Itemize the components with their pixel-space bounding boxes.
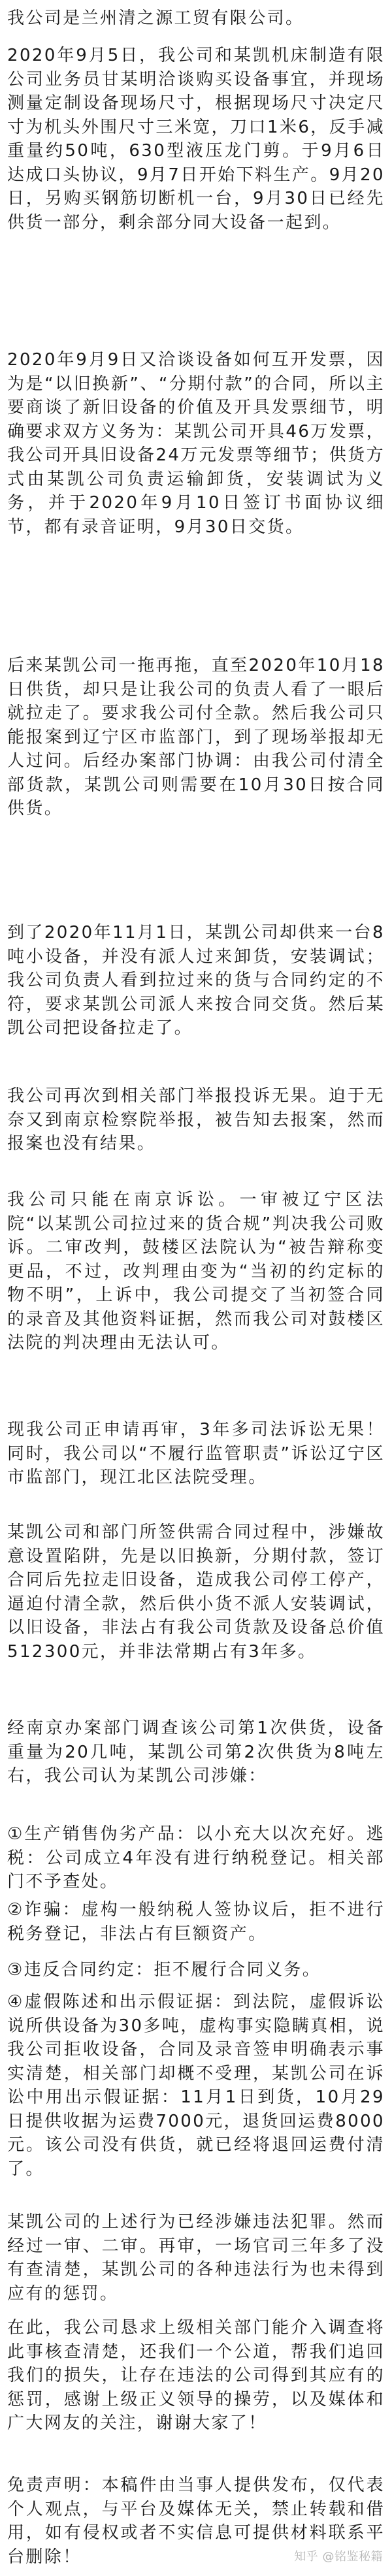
article-paragraph-6: 我公司再次到相关部门举报投诉无果。迫于无奈又到南京检察院举报，被告知去报案，然而报案也没有结果。 (7, 1086, 385, 1153)
article-paragraph-11: ①生产销售伪劣产品：以小充大以次充好。逃税：公司成立4年没有进行纳税登记。相关部门不予查处。 (7, 1824, 385, 1892)
article-paragraph-10: 经南京办案部门调查该公司第1次供货，设备重量为20几吨，某凯公司第2次供货为8吨左右，我公司认为某凯公司涉嫌： (7, 1718, 385, 1786)
article-paragraph-13: ③违反合同约定：拒不履行合同义务。 (7, 1960, 321, 1980)
article-paragraph-14: ④虚假陈述和出示假证据：到法院，虚假诉讼说所供设备为30多吨，虚构事实隐瞒真相，说我公司拒收设备，合同及录音签申明确表示事实清楚，相关部门却概不受理，某凯公司在诉讼中用出示假证据：11月1日到货，10月29日提供收据为运费7000元，退货回运费8000元。该公司没有供货，就已经将退回运费付清了。 (7, 1992, 385, 2179)
article-paragraph-4: 后来某凯公司一拖再拖，直至2020年10月18日供货，却只是让我公司的负责人看了一眼后就拉走了。要求我公司付全款。然后我公司只能报案到辽宁区市监部门，到了现场举报却无人过问。后经办案部门协调：由我公司付清全部货款，某凯公司则需要在10月30日按合同供货。 (7, 656, 385, 818)
article-paragraph-2: 2020年9月5日，我公司和某凯机床制造有限公司业务员甘某明洽谈购买设备事宜，并现场测量定制设备现场尺寸，根据现场尺寸决定尺寸为机头外围尺寸三米宽，刀口1米6，反手减重量约50吨，630型液压龙门剪。于9月6日达成口头协议，9月7日开始下料生产。9月20日，另购买钢筋切断机一台，9月30日已经先供货一部分，剩余部分同大设备一起到。 (7, 46, 385, 233)
article-paragraph-16: 在此，我公司恳求上级相关部门能介入调查将此事核查清楚，还我们一个公道，帮我们追回我们的损失，让存在违法的公司得到其应有的惩罚，感谢上级正义领导的操劳，以及媒体和广大网友的关注，谢谢大家了！ (7, 2318, 385, 2433)
zhihu-watermark: 知乎 @铭鉴秘籍 (294, 2550, 383, 2564)
article-paragraph-8: 现我公司正申请再审，3年多司法诉讼无果！同时，我公司以“不履行监管职责”诉讼辽宁区市监部门，现江北区法院受理。 (7, 1420, 385, 1487)
article-paragraph-9: 某凯公司和部门所签供需合同过程中，涉嫌故意设置陷阱，先是以旧换新，分期付款，签订合同后先拉走旧设备，造成我公司停工停产，逼迫付清全款，然后供小货不派人安装调试，以旧设备，非法占有我公司货款及设备总价值512300元，并非法常期占有3年多。 (7, 1522, 385, 1662)
article-paragraph-5: 到了2020年11月1日，某凯公司却供来一台8吨小设备，并没有派人过来卸货，安装调试；我公司负责人看到拉过来的货与合同约定的不符，要求某凯公司派人来按合同交货。然后某凯公司把设备拉走了。 (7, 923, 385, 1038)
article-paragraph-17: 免责声明：本稿件由当事人提供发布，仅代表个人观点，与平台及媒体无关，禁止转载和借用，如有侵权或者不实信息可提供材料联系平台删除！ (7, 2475, 385, 2567)
article-paragraph-12: ②诈骗：虚构一般纳税人签协议后，拒不进行税务登记，非法占有巨额资产。 (7, 1900, 385, 1944)
article-paragraph-1: 我公司是兰州清之源工贸有限公司。 (7, 8, 304, 28)
article-paragraph-3: 2020年9月9日又洽谈设备如何互开发票，因为是“以旧换新”、“分期付款”的合同，所以主要商谈了新旧设备的价值及开具发票细节，明确要求双方义务为：某凯公司开具46万发票，我公司开具旧设备24万元发票等细节；供货方式由某凯公司负责运输卸货，安装调试为义务，并于2020年9月10日签订书面协议细节，都有录音证明，9月30日交货。 (7, 350, 385, 537)
article-paragraph-15: 某凯公司的上述行为已经涉嫌违法犯罪。然而经过一审、二审。再审，一场官司三年多了没有查清楚，某凯公司的各种违法行为也未得到应有的惩罚。 (7, 2212, 385, 2304)
article-paragraph-7: 我公司只能在南京诉讼。一审被辽宁区法院“以某凯公司拉过来的货合规”判决我公司败诉。二审改判，鼓楼区法院认为“被告辩称变更品，不过，改判理由变为“当初的约定标的物不明”，上诉中，我公司提交了当初签合同的录音及其他资料证据，然而我公司对鼓楼区法院的判决理由无法认可。 (7, 1190, 385, 1353)
